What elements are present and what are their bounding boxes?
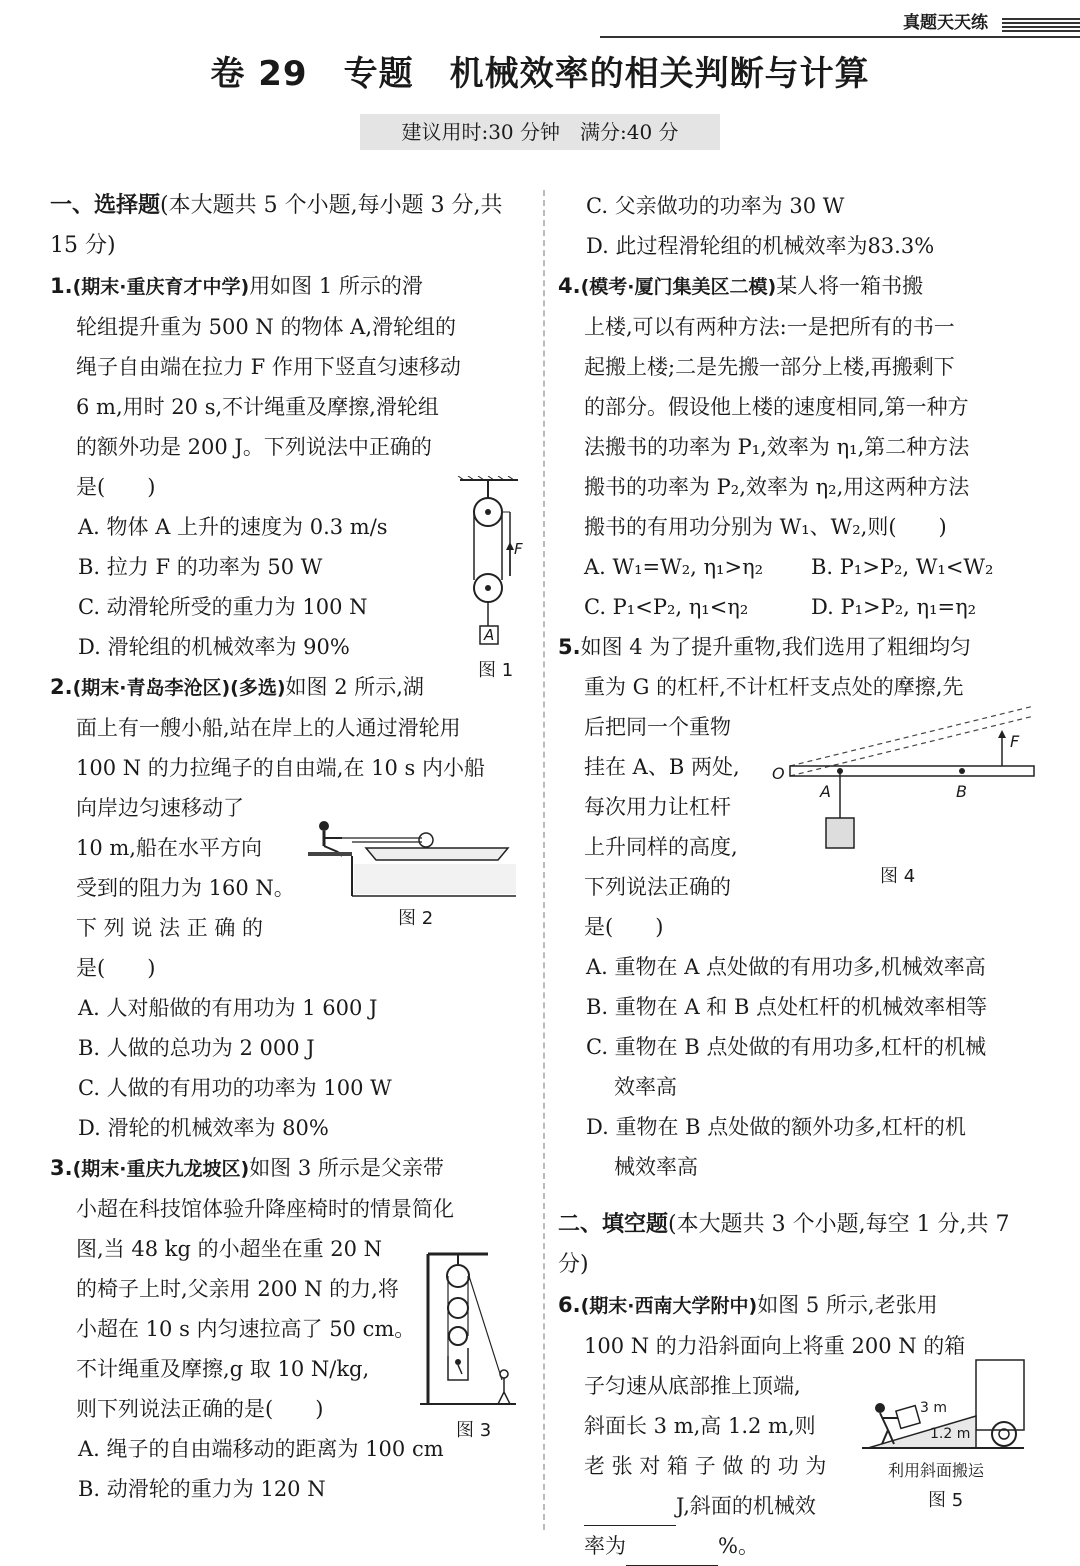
figure-1 <box>452 476 532 656</box>
q5-option-c-cont: 效率高 <box>614 1075 677 1099</box>
q3-line: 不计绳重及摩擦,g 取 10 N/kg, <box>76 1357 370 1381</box>
q4-line: 某人将一箱书搬 <box>776 274 924 298</box>
q3-line: 则下列说法正确的是( ) <box>76 1397 324 1421</box>
figure-1-caption: 图 1 <box>478 660 514 681</box>
q1-line: 的额外功是 200 J。下列说法中正确的 <box>76 435 432 459</box>
q3-line: 小超在科技馆体验升降座椅时的情景简化 <box>76 1197 454 1221</box>
q4-option-c: C. P₁<P₂, η₁<η₂ <box>584 595 749 619</box>
figure-2 <box>302 816 522 900</box>
q4-source: (模考·厦门集美区二模) <box>580 276 777 298</box>
q4-option-d: D. P₁>P₂, η₁=η₂ <box>811 595 977 619</box>
figure-5-label-height: 1.2 m <box>930 1426 971 1442</box>
q4-number: 4. <box>558 274 581 298</box>
q2-line: 下 列 说 法 正 确 的 <box>76 916 264 940</box>
q6-line: 100 N 的力沿斜面向上将重 200 N 的箱 <box>584 1334 966 1358</box>
q3-option-c: C. 父亲做功的功率为 30 W <box>586 194 845 218</box>
q2-line: 如图 2 所示,湖 <box>285 675 424 699</box>
q4-options-row-2 <box>558 587 1038 627</box>
q5-line: 是( ) <box>584 915 664 939</box>
q1-option-c: C. 动滑轮所受的重力为 100 N <box>78 595 368 619</box>
figure-5-caption: 图 5 <box>928 1490 964 1511</box>
q6-line: 如图 5 所示,老张用 <box>757 1293 938 1317</box>
q2-line: 是( ) <box>76 956 156 980</box>
q3-line: 的椅子上时,父亲用 200 N 的力,将 <box>76 1277 399 1301</box>
q4-line: 法搬书的功率为 P₁,效率为 η₁,第二种方法 <box>584 435 970 459</box>
figure-1-label-f: F <box>514 540 523 558</box>
title-topic: 机械效率的相关判断与计算 <box>449 54 870 94</box>
q6-line-6 <box>558 1486 1038 1526</box>
q4-options-row-1 <box>558 547 1038 587</box>
q3-number: 3. <box>50 1156 73 1180</box>
q3-line: 如图 3 所示是父亲带 <box>249 1156 444 1180</box>
q5-line: 每次用力让杠杆 <box>584 795 731 819</box>
q5-option-b: B. 重物在 A 和 B 点处杠杆的机械效率相等 <box>586 995 988 1019</box>
figure-4-label-o: O <box>772 764 785 783</box>
header-line <box>600 36 1080 38</box>
q1-option-a: A. 物体 A 上升的速度为 0.3 m/s <box>78 515 388 539</box>
title-topic-label: 专题 <box>343 54 414 94</box>
section-2-label: 二、填空题 <box>558 1212 669 1237</box>
q1-line: 是( ) <box>76 475 156 499</box>
q5-line: 重为 G 的杠杆,不计杠杆支点处的摩擦,先 <box>584 675 964 699</box>
q2-option-b: B. 人做的总功为 2 000 J <box>78 1036 315 1060</box>
q5-line: 上升同样的高度, <box>584 835 738 859</box>
q4-line: 的部分。假设他上楼的速度相同,第一种方 <box>584 395 969 419</box>
section-1-label: 一、选择题 <box>50 193 161 218</box>
q2-line: 10 m,船在水平方向 <box>76 836 262 860</box>
header-tag: 真题天天练 <box>903 13 988 33</box>
q3-option-b: B. 动滑轮的重力为 120 N <box>78 1477 326 1501</box>
q1-line: 轮组提升重为 500 N 的物体 A,滑轮组的 <box>76 315 456 339</box>
section-1-heading <box>50 186 530 266</box>
q1-line: 绳子自由端在拉力 F 作用下竖直匀速移动 <box>76 355 461 379</box>
q1-number: 1. <box>50 274 73 298</box>
q4-line: 搬书的有用功分别为 W₁、W₂,则( ) <box>584 515 947 539</box>
q4-line: 上楼,可以有两种方法:一是把所有的书一 <box>584 315 955 339</box>
figure-4-label-f: F <box>1010 732 1020 751</box>
q3-option-d: D. 此过程滑轮组的机械效率为83.3% <box>586 234 935 258</box>
q2-number: 2. <box>50 675 73 699</box>
figure-1-label-a: A <box>484 626 495 644</box>
section-2-desc: (本大题共 3 个小题,每空 1 分,共 7 分) <box>558 1212 1010 1277</box>
figure-5-subcaption: 利用斜面搬运 <box>888 1461 985 1480</box>
title-paper-number: 卷 29 <box>210 54 308 94</box>
q6-line: 斜面长 3 m,高 1.2 m,则 <box>584 1414 816 1438</box>
question-4 <box>558 266 1038 627</box>
figure-4-label-b: B <box>956 782 967 801</box>
q3-line: 图,当 48 kg 的小超坐在重 20 N <box>76 1237 383 1261</box>
page-title <box>0 46 1080 95</box>
section-1-desc: (本大题共 5 个小题,每小题 3 分,共 15 分) <box>50 193 503 258</box>
figure-3-caption: 图 3 <box>456 1420 492 1441</box>
section-2-heading <box>558 1205 1038 1285</box>
q2-option-d: D. 滑轮的机械效率为 80% <box>78 1116 329 1140</box>
q2-line: 受到的阻力为 160 N。 <box>76 876 295 900</box>
question-2 <box>50 667 530 1148</box>
q3-line: 小超在 10 s 内匀速拉高了 50 cm。 <box>76 1317 416 1341</box>
figure-5-label-length: 3 m <box>920 1400 947 1416</box>
q5-option-a: A. 重物在 A 点处做的有用功多,机械效率高 <box>586 955 986 979</box>
q6-number: 6. <box>558 1293 581 1317</box>
q1-line: 用如图 1 所示的滑 <box>249 274 423 298</box>
q5-option-c: C. 重物在 B 点处做的有用功多,杠杆的机械 <box>586 1035 987 1059</box>
q6-blank-2[interactable] <box>626 1541 718 1566</box>
column-divider <box>543 190 545 1530</box>
figure-5 <box>858 1356 1028 1456</box>
q5-line: 后把同一个重物 <box>584 715 731 739</box>
q2-option-c: C. 人做的有用功的功率为 100 W <box>78 1076 392 1100</box>
q5-line: 挂在 A、B 两处, <box>584 755 740 779</box>
q3-source: (期末·重庆九龙坡区) <box>72 1158 250 1180</box>
q2-source: (期末·青岛李沧区)(多选) <box>72 677 286 699</box>
q4-option-a: A. W₁=W₂, η₁>η₂ <box>584 555 764 579</box>
q6-line-7-end: %。 <box>718 1534 759 1558</box>
q1-source: (期末·重庆育才中学) <box>72 276 250 298</box>
q1-line: 6 m,用时 20 s,不计绳重及摩擦,滑轮组 <box>76 395 439 419</box>
q2-line: 100 N 的力拉绳子的自由端,在 10 s 内小船 <box>76 756 486 780</box>
q5-option-d: D. 重物在 B 点处做的额外功多,杠杆的机 <box>586 1115 966 1139</box>
q6-line: 老 张 对 箱 子 做 的 功 为 <box>584 1454 827 1478</box>
header-rule <box>1002 18 1080 32</box>
q6-line: 子匀速从底部推上顶端, <box>584 1374 801 1398</box>
q4-line: 搬书的功率为 P₂,效率为 η₂,用这两种方法 <box>584 475 970 499</box>
q5-line: 如图 4 为了提升重物,我们选用了粗细均匀 <box>580 635 971 659</box>
q2-line: 向岸边匀速移动了 <box>76 796 244 820</box>
time-box: 建议用时:30 分钟 满分:40 分 <box>360 114 720 150</box>
q6-line-7 <box>558 1526 1038 1566</box>
figure-4-label-a: A <box>820 782 831 801</box>
q6-blank-1[interactable] <box>584 1501 676 1526</box>
q6-line-6-text: J,斜面的机械效 <box>676 1494 816 1518</box>
q5-line: 下列说法正确的 <box>584 875 731 899</box>
figure-2-caption: 图 2 <box>398 908 434 929</box>
q2-option-a: A. 人对船做的有用功为 1 600 J <box>78 996 378 1020</box>
q5-option-d-cont: 械效率高 <box>614 1155 698 1179</box>
figure-4 <box>770 700 1040 860</box>
q1-option-d: D. 滑轮组的机械效率为 90% <box>78 635 350 659</box>
q6-line-7-start: 率为 <box>584 1534 626 1558</box>
q3-option-a: A. 绳子的自由端移动的距离为 100 cm <box>78 1437 444 1461</box>
q5-number: 5. <box>558 635 581 659</box>
q2-line: 面上有一艘小船,站在岸上的人通过滑轮用 <box>76 716 461 740</box>
q1-option-b: B. 拉力 F 的功率为 50 W <box>78 555 323 579</box>
q6-source: (期末·西南大学附中) <box>580 1295 758 1317</box>
q4-option-b: B. P₁>P₂, W₁<W₂ <box>811 555 994 579</box>
figure-4-caption: 图 4 <box>880 866 916 887</box>
q4-line: 起搬上楼;二是先搬一部分上楼,再搬剩下 <box>584 355 955 379</box>
figure-3 <box>418 1248 518 1410</box>
